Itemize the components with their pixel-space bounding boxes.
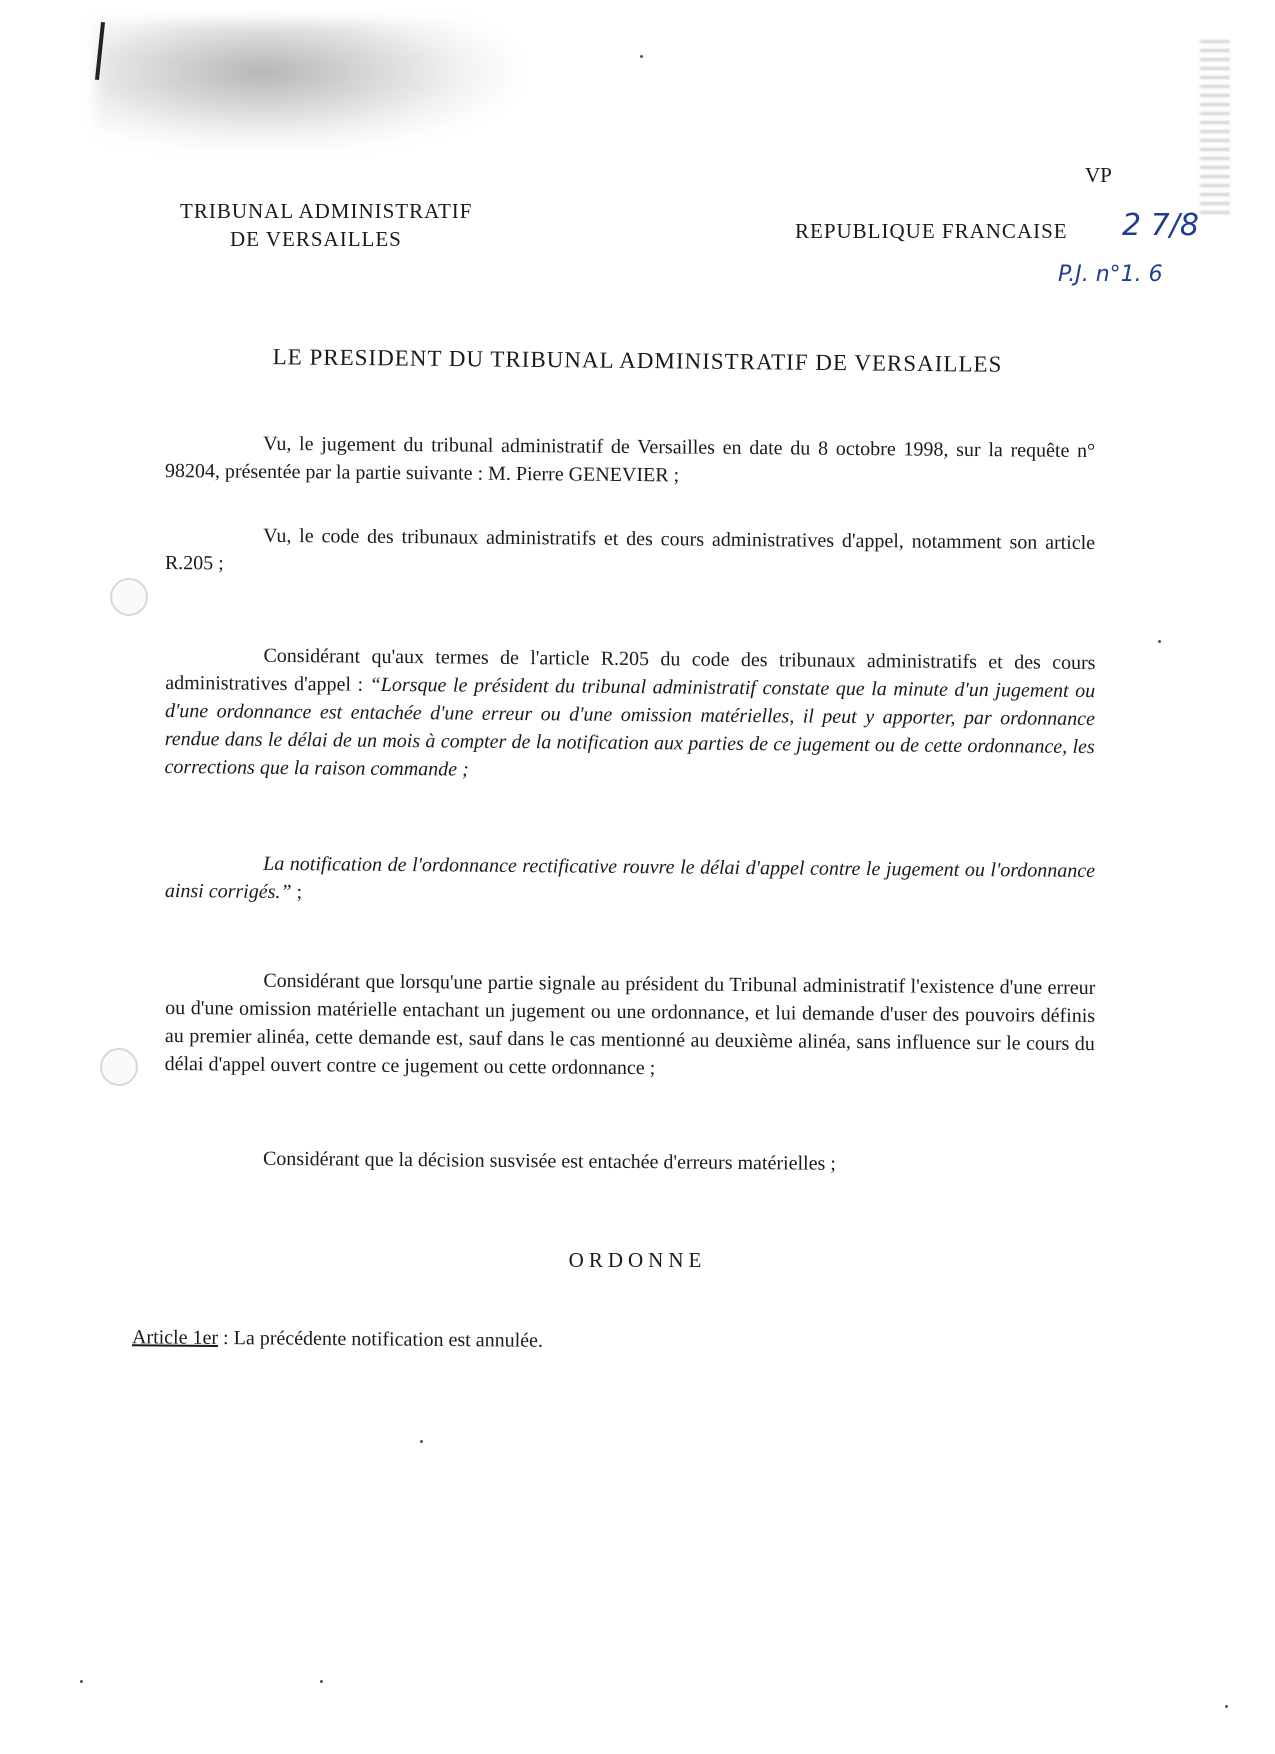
paragraph-text: Considérant que la décision susvisée est entachée d'erreurs matérielles ; — [262, 1147, 836, 1175]
court-name-line2: DE VERSAILLES — [230, 227, 402, 251]
scan-speck — [1225, 1705, 1228, 1708]
scan-speck — [420, 1440, 423, 1443]
article-1 — [132, 1326, 543, 1353]
paragraph-vu-jugement — [165, 429, 1095, 493]
article-text: La précédente notification est annulée. — [233, 1327, 544, 1352]
paragraph-considerant-article — [164, 641, 1095, 789]
paragraph-text: Vu, le jugement du tribunal administratif de Versailles en date du 8 octobre 1998, sur la requête n° 98204, présentée par la partie suivante : M. Pierre GENEVIER ; — [164, 432, 1096, 487]
ordonne-heading: ORDONNE — [568, 1248, 707, 1272]
paragraph-considerant-decision — [165, 1144, 1095, 1180]
paragraph-considerant-partie — [165, 966, 1096, 1086]
paragraph-end: ; — [291, 881, 303, 904]
handwritten-reference: 2 7/8 — [1122, 208, 1199, 243]
paragraph-text: Considérant qu'aux termes de l'article R.205 du code des tribunaux administratifs et des cours administratives d'appel : — [165, 644, 1096, 696]
vp-mark: VP — [1085, 163, 1112, 187]
scan-speck — [320, 1680, 323, 1683]
paragraph-vu-code — [165, 521, 1095, 585]
scan-speck — [640, 55, 643, 58]
paragraph-text: Considérant que lorsqu'une partie signale au président du Tribunal administratif l'existence d'une erreur ou d'une omission matérielle entachant un jugement ou une ordonnance, et lui demande d'user des pouvoirs définis au premier alinéa, cette demande est, sauf dans le cas mentionné au deuxième alinéa, sans influence sur le cours du délai d'appel ouvert contre ce jugement ou cette ordonnance ; — [164, 969, 1096, 1080]
scan-edge-noise — [1200, 40, 1230, 220]
article-label: Article 1er — [131, 1326, 219, 1349]
article-separator: : — [217, 1326, 234, 1350]
scan-speck — [80, 1680, 83, 1683]
quoted-text: La notification de l'ordonnance rectificative rouvre le délai d'appel contre le jugement ou l'ordonnance ainsi corrigés.” — [164, 852, 1096, 904]
scan-speck — [1158, 640, 1161, 643]
scan-shadow — [95, 20, 515, 150]
court-header — [180, 197, 472, 253]
punch-hole — [100, 1048, 138, 1086]
quoted-text: “Lorsque le président du tribunal administratif constate que la minute d'un jugement ou d'une ordonnance est entachée d'une erreur ou d'une omission matérielles, il peut y apporter, par ordonnance rendue dans le délai de un mois à compter de la notification aux parties de ce jugement ou de cette ordonnance, les corrections que la raison commande ; — [164, 673, 1096, 781]
document-title: LE PRESIDENT DU TRIBUNAL ADMINISTRATIF DE VERSAILLES — [272, 344, 1003, 377]
court-name-line1: TRIBUNAL ADMINISTRATIF — [180, 199, 473, 223]
punch-hole — [110, 578, 148, 616]
handwritten-attachment-note: P.J. n°1. 6 — [1058, 262, 1163, 287]
paragraph-notification — [165, 849, 1095, 913]
republic-header: REPUBLIQUE FRANCAISE — [795, 219, 1068, 243]
paragraph-text: Vu, le code des tribunaux administratifs et des cours administratives d'appel, notamment son article R.205 ; — [164, 524, 1096, 575]
